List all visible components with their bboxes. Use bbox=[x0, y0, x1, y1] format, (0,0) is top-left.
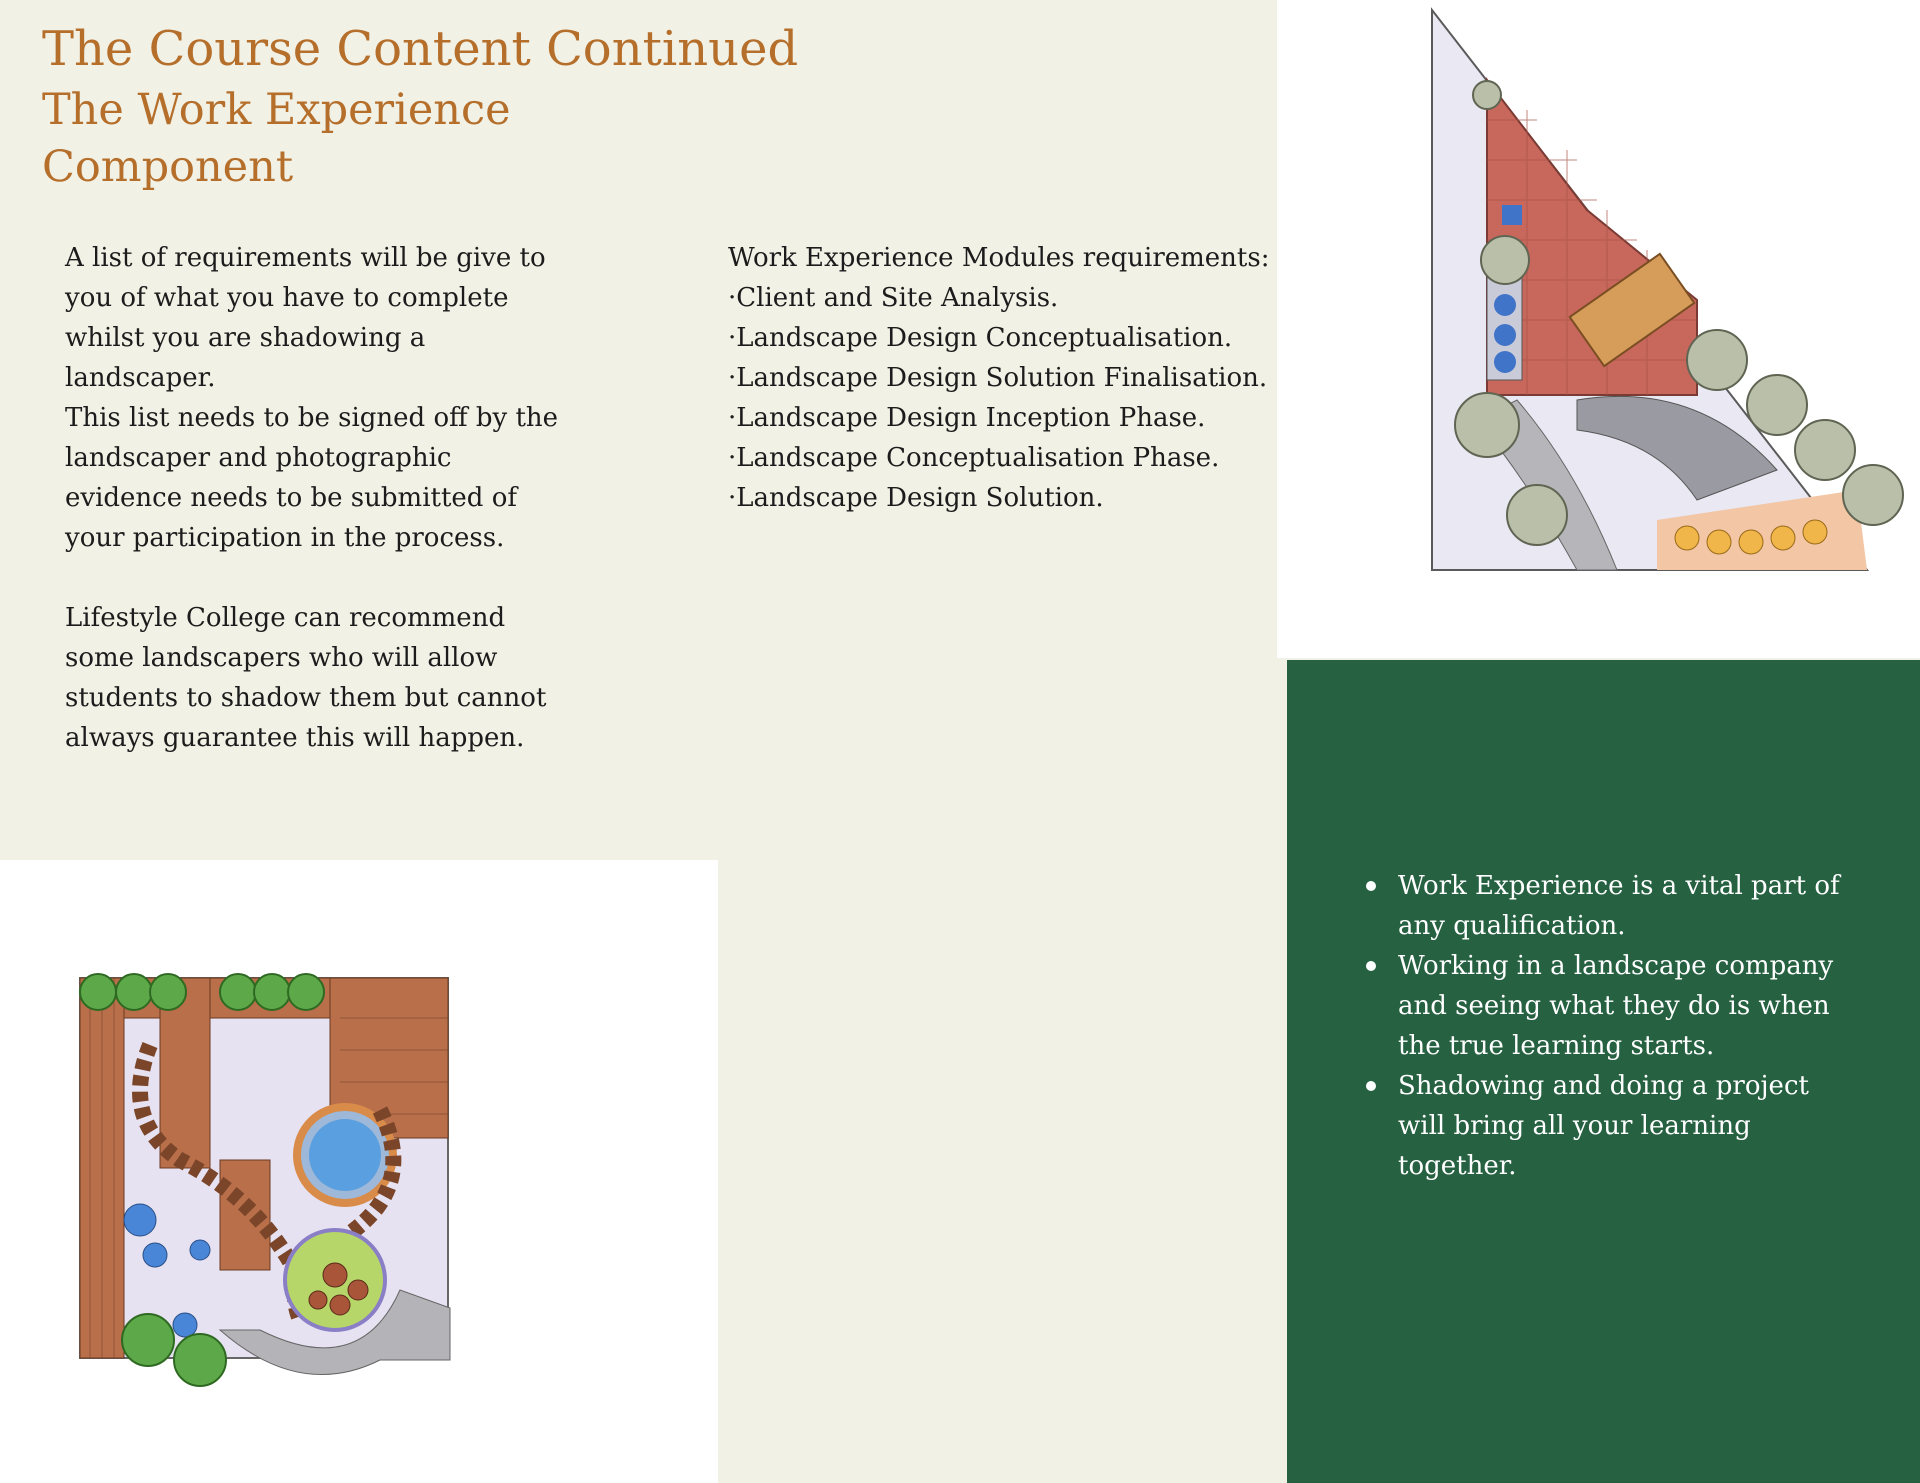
requirements-description bbox=[65, 238, 565, 758]
paragraph-recommendation: Lifestyle College can recommend some landscapers who will allow students to shadow them but cannot always guarantee this will happen. bbox=[65, 603, 547, 753]
module-item: ·Landscape Design Conceptualisation. bbox=[728, 323, 1233, 353]
rectangular-garden-plan-image bbox=[0, 860, 718, 1483]
module-item: ·Landscape Design Solution Finalisation. bbox=[728, 363, 1268, 393]
page-title: The Course Content Continued bbox=[42, 21, 799, 77]
module-item: ·Landscape Conceptualisation Phase. bbox=[728, 443, 1220, 473]
bullet-dot-icon bbox=[1366, 1081, 1376, 1091]
page-subtitle: The Work Experience Component bbox=[42, 85, 511, 192]
triangular-garden-plan-image bbox=[1277, 0, 1920, 658]
module-item: ·Landscape Design Inception Phase. bbox=[728, 403, 1206, 433]
modules-list bbox=[728, 238, 1288, 518]
paragraph-requirements-list: A list of requirements will be give to you of what you have to complete whilst you are shadowing a landscaper. bbox=[65, 243, 546, 393]
list-item: Shadowing and doing a project will bring all your learning together. bbox=[1360, 1066, 1860, 1186]
modules-heading: Work Experience Modules requirements: bbox=[728, 243, 1270, 273]
list-item: Work Experience is a vital part of any qualification. bbox=[1360, 866, 1860, 946]
paragraph-sign-off: This list needs to be signed off by the landscaper and photographic evidence needs to be submitted of your participation in the process. bbox=[65, 403, 559, 553]
module-item: ·Client and Site Analysis. bbox=[728, 283, 1059, 313]
bullet-dot-icon bbox=[1366, 881, 1376, 891]
module-item: ·Landscape Design Solution. bbox=[728, 483, 1104, 513]
list-item: Working in a landscape company and seeing what they do is when the true learning starts. bbox=[1360, 946, 1860, 1066]
highlight-bullets bbox=[1360, 866, 1860, 1186]
bullet-dot-icon bbox=[1366, 961, 1376, 971]
